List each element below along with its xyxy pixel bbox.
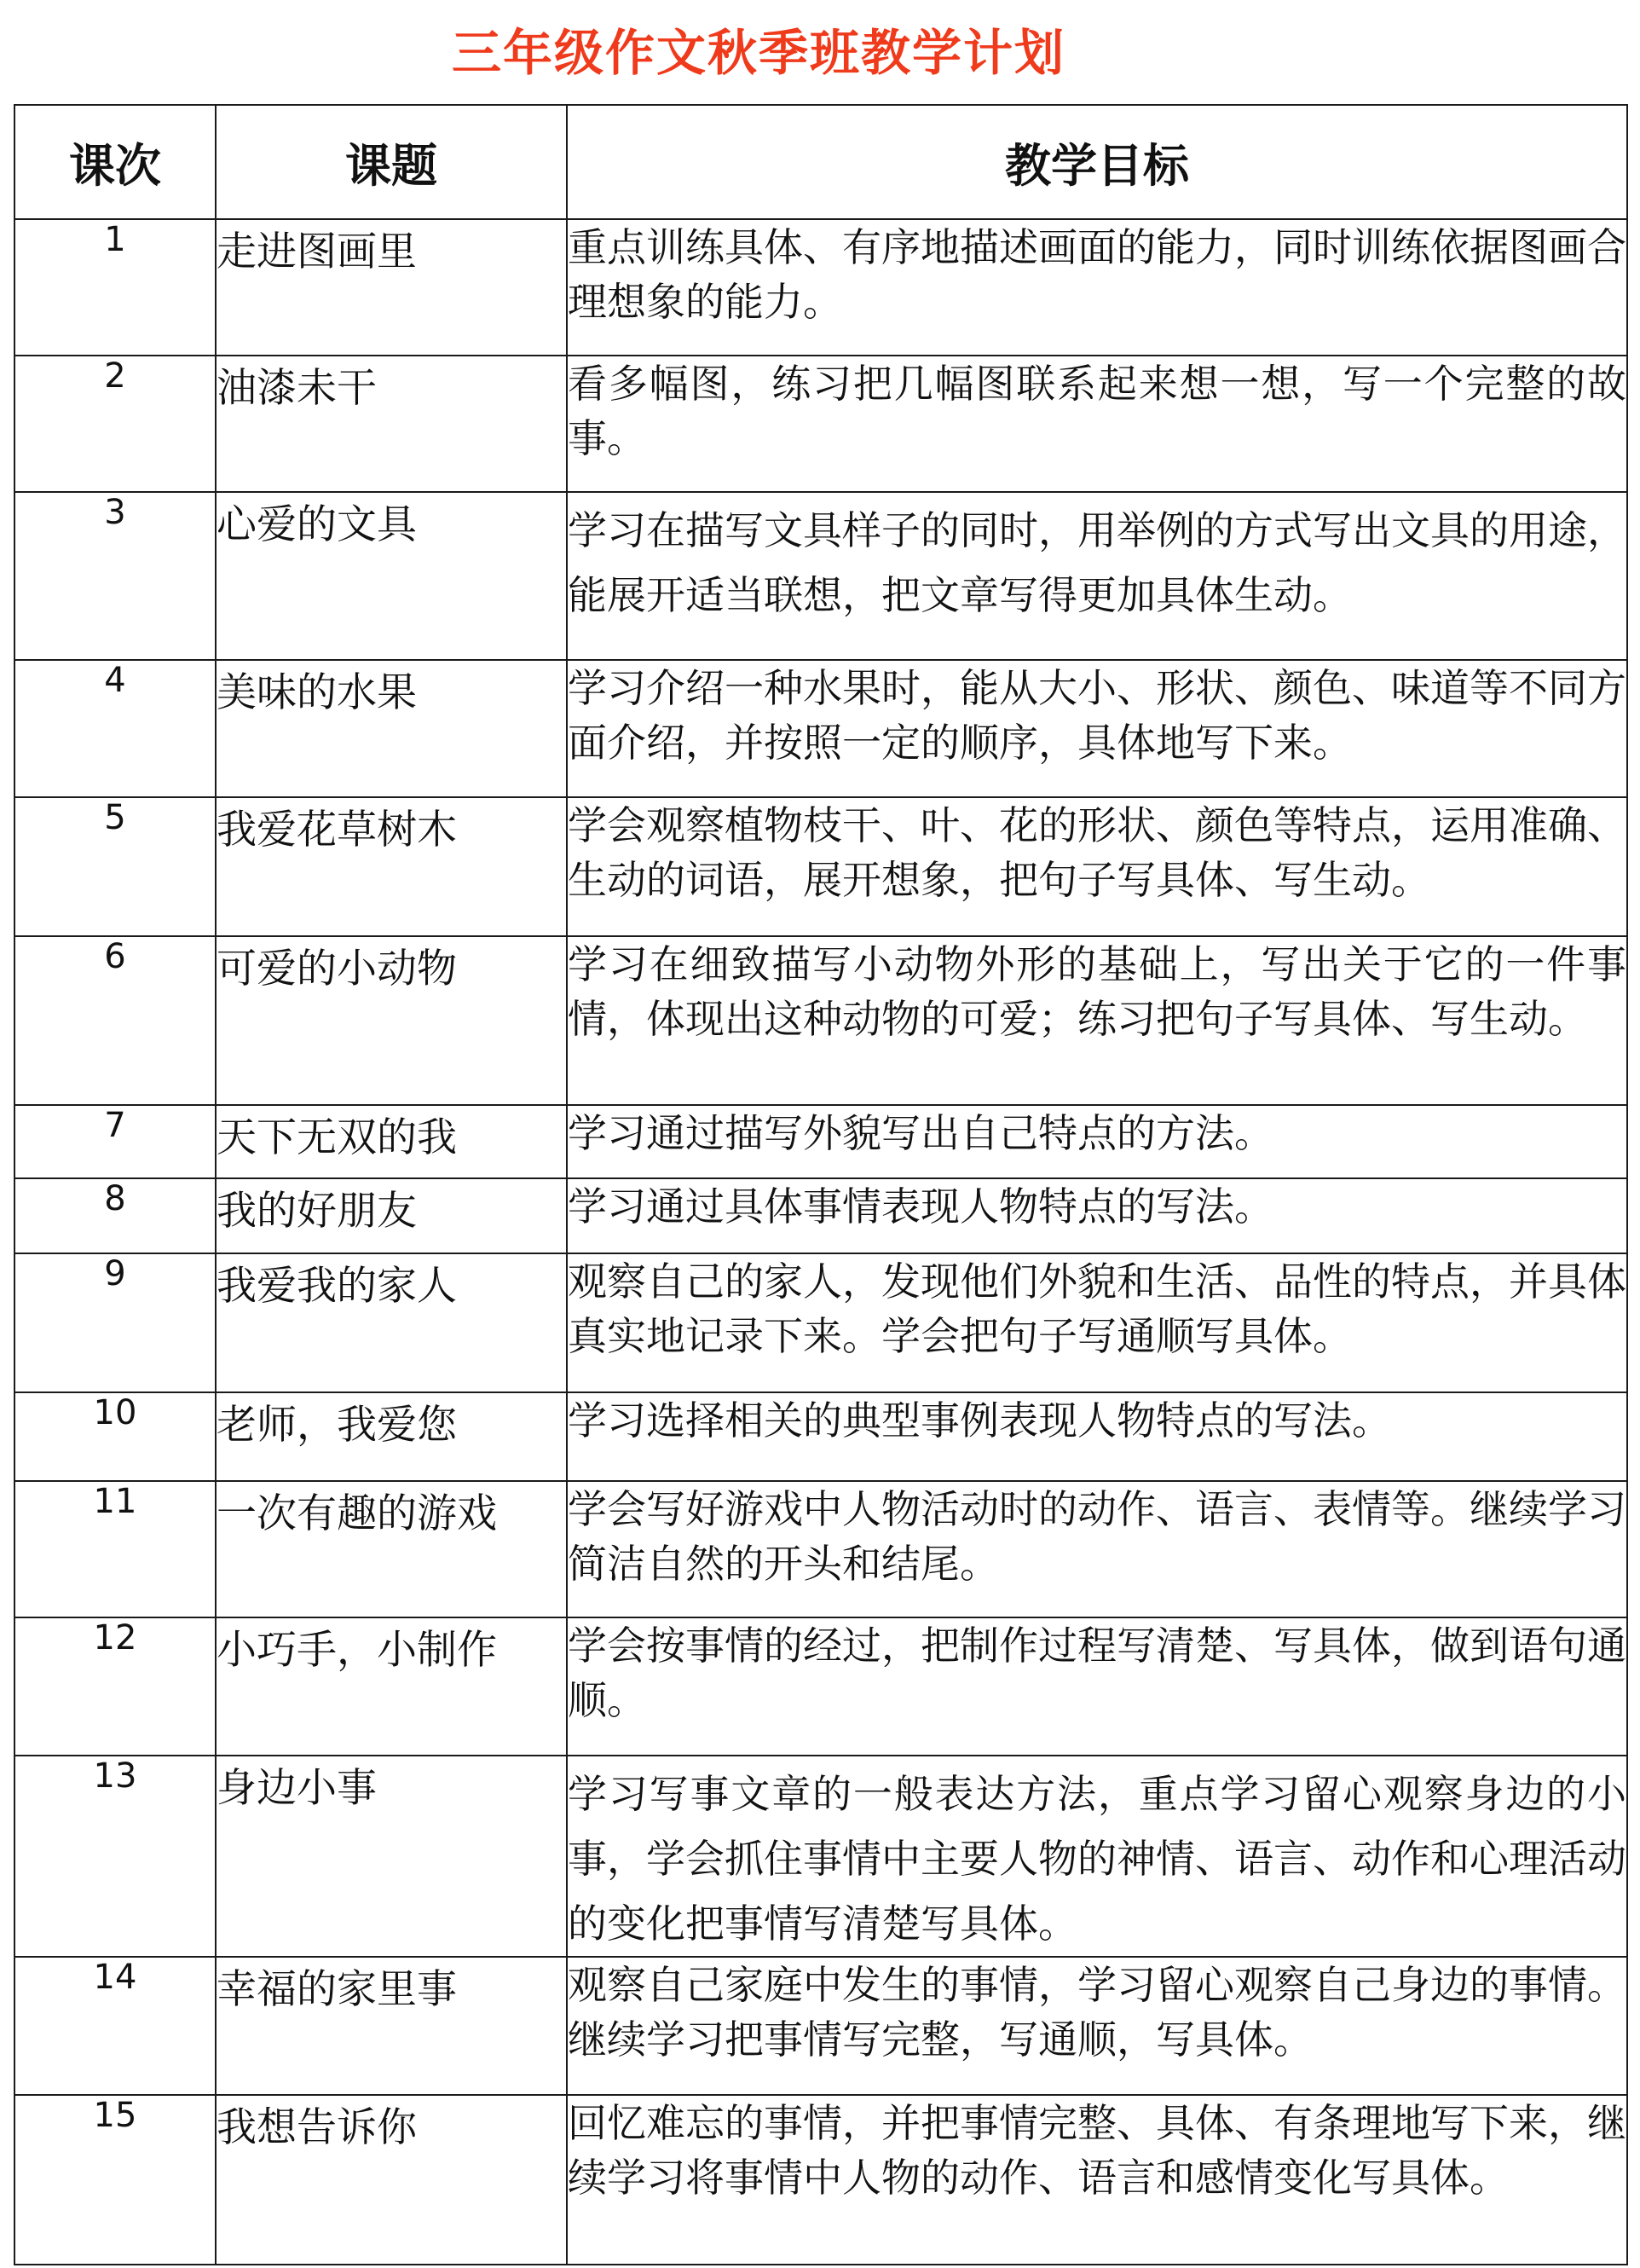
lesson-number: 13: [14, 1756, 216, 1957]
lesson-objective: 观察自己的家人，发现他们外貌和生活、品性的特点，并具体真实地记录下来。学会把句子写通顺写具体。: [567, 1253, 1627, 1392]
lesson-objective: 观察自己家庭中发生的事情，学习留心观察自己身边的事情。继续学习把事情写完整，写通顺，写具体。: [567, 1957, 1627, 2095]
lesson-topic: 我想告诉你: [216, 2095, 567, 2265]
lesson-topic: 身边小事: [216, 1756, 567, 1957]
lesson-number: 2: [14, 356, 216, 492]
lesson-topic: 一次有趣的游戏: [216, 1481, 567, 1617]
lesson-topic: 天下无双的我: [216, 1105, 567, 1178]
lesson-objective: 回忆难忘的事情，并把事情完整、具体、有条理地写下来，继续学习将事情中人物的动作、语言和感情变化写具体。: [567, 2095, 1627, 2265]
lesson-objective: 学习通过具体事情表现人物特点的写法。: [567, 1178, 1627, 1253]
lesson-number: 11: [14, 1481, 216, 1617]
lesson-topic: 老师，我爱您: [216, 1392, 567, 1481]
table-row: [14, 1957, 1627, 2095]
table-row: [14, 1756, 1627, 1957]
lesson-number: 10: [14, 1392, 216, 1481]
table-row: [14, 1481, 1627, 1617]
lesson-topic: 可爱的小动物: [216, 936, 567, 1105]
lesson-topic: 小巧手，小制作: [216, 1617, 567, 1756]
lesson-number: 8: [14, 1178, 216, 1253]
teaching-plan-table: [14, 104, 1628, 2265]
lesson-topic: 我爱花草树木: [216, 797, 567, 936]
document-title: 三年级作文秋季班教学计划: [452, 24, 1066, 82]
header-topic: 课题: [216, 105, 567, 219]
table-row: [14, 660, 1627, 797]
lesson-number: 1: [14, 219, 216, 356]
lesson-topic: 我的好朋友: [216, 1178, 567, 1253]
lesson-objective: 学习选择相关的典型事例表现人物特点的写法。: [567, 1392, 1627, 1481]
lesson-objective: 学习在细致描写小动物外形的基础上，写出关于它的一件事情，体现出这种动物的可爱；练习把句子写具体、写生动。: [567, 936, 1627, 1105]
lesson-objective: 学习通过描写外貌写出自己特点的方法。: [567, 1105, 1627, 1178]
table-row: [14, 936, 1627, 1105]
lesson-topic: 美味的水果: [216, 660, 567, 797]
lesson-topic: 我爱我的家人: [216, 1253, 567, 1392]
lesson-objective: 看多幅图，练习把几幅图联系起来想一想，写一个完整的故事。: [567, 356, 1627, 492]
lesson-number: 12: [14, 1617, 216, 1756]
table-row: [14, 1617, 1627, 1756]
lesson-objective: 学会写好游戏中人物活动时的动作、语言、表情等。继续学习简洁自然的开头和结尾。: [567, 1481, 1627, 1617]
lesson-topic: 心爱的文具: [216, 492, 567, 660]
header-row: [14, 105, 1627, 219]
lesson-objective: 重点训练具体、有序地描述画面的能力，同时训练依据图画合理想象的能力。: [567, 219, 1627, 356]
lesson-objective: 学习介绍一种水果时，能从大小、形状、颜色、味道等不同方面介绍，并按照一定的顺序，具体地写下来。: [567, 660, 1627, 797]
header-lesson: 课次: [14, 105, 216, 219]
table-row: [14, 1105, 1627, 1178]
table-row: [14, 356, 1627, 492]
lesson-objective: 学会按事情的经过，把制作过程写清楚、写具体，做到语句通顺。: [567, 1617, 1627, 1756]
lesson-topic: 走进图画里: [216, 219, 567, 356]
lesson-topic: 幸福的家里事: [216, 1957, 567, 2095]
table-row: [14, 492, 1627, 660]
lesson-objective: 学习写事文章的一般表达方法，重点学习留心观察身边的小事，学会抓住事情中主要人物的神情、语言、动作和心理活动的变化把事情写清楚写具体。: [567, 1756, 1627, 1957]
lesson-objective: 学会观察植物枝干、叶、花的形状、颜色等特点，运用准确、生动的词语，展开想象，把句子写具体、写生动。: [567, 797, 1627, 936]
lesson-number: 5: [14, 797, 216, 936]
table-row: [14, 219, 1627, 356]
table-row: [14, 797, 1627, 936]
table-row: [14, 1253, 1627, 1392]
header-objective: 教学目标: [567, 105, 1627, 219]
lesson-number: 4: [14, 660, 216, 797]
lesson-number: 15: [14, 2095, 216, 2265]
lesson-number: 6: [14, 936, 216, 1105]
lesson-objective: 学习在描写文具样子的同时，用举例的方式写出文具的用途，能展开适当联想，把文章写得更加具体生动。: [567, 492, 1627, 660]
lesson-number: 7: [14, 1105, 216, 1178]
table-row: [14, 2095, 1627, 2265]
lesson-number: 3: [14, 492, 216, 660]
lesson-topic: 油漆未干: [216, 356, 567, 492]
lesson-number: 14: [14, 1957, 216, 2095]
lesson-number: 9: [14, 1253, 216, 1392]
table-row: [14, 1178, 1627, 1253]
table-row: [14, 1392, 1627, 1481]
